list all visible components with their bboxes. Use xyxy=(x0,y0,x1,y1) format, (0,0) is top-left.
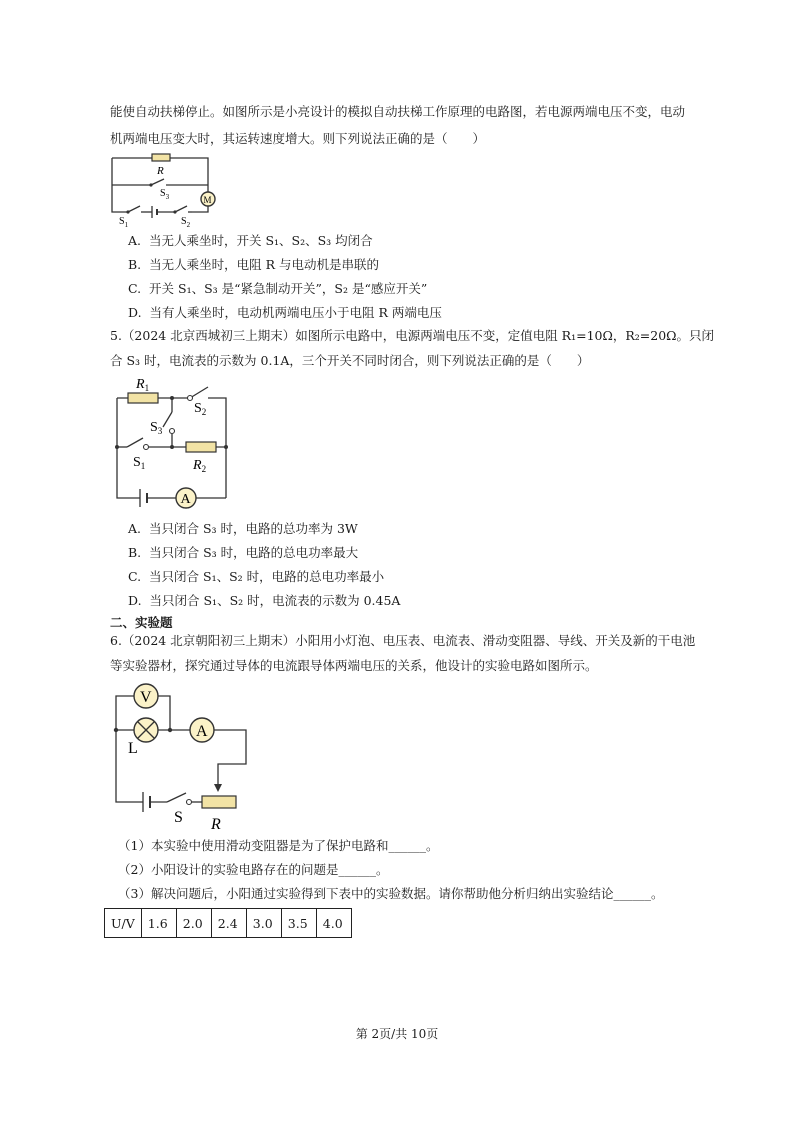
q5-ammeter-label: A xyxy=(180,492,191,507)
q4-stem-line1: 能使自动扶梯停止。如图所示是小亮设计的模拟自动扶梯工作原理的电路图，若电源两端电压不变，电动 xyxy=(110,104,686,119)
q4-option-d: D. 当有人乘坐时，电动机两端电压小于电阻 R 两端电压 xyxy=(128,305,442,320)
q6-sub-question-1: （1）本实验中使用滑动变阻器是为了保护电路和______。 xyxy=(118,838,439,853)
table-cell: 3.5 xyxy=(281,909,316,938)
table-cell: 2.0 xyxy=(176,909,211,938)
q6-sub-question-3: （3）解决问题后，小阳通过实验得到下表中的实验数据。请你帮助他分析归纳出实验结论______。 xyxy=(118,886,664,901)
q4-option-a: A. 当无人乘坐时，开关 S₁、S₂、S₃ 均闭合 xyxy=(128,233,373,248)
q4-label-s1: $S_1$ xyxy=(119,216,129,229)
q5-label-s1: $S_1$ xyxy=(133,455,146,471)
q4-label-motor: M xyxy=(203,195,212,205)
table-cell: 3.0 xyxy=(246,909,281,938)
q5-label-r2: $R_2$ xyxy=(193,458,207,474)
q6-stem-line1: 6.（2024 北京朝阳初三上期末）小阳用小灯泡、电压表、电流表、滑动变阻器、导线、开关及新的干电池 xyxy=(110,633,696,648)
q5-option-b: B. 当只闭合 S₃ 时，电路的总电功率最大 xyxy=(128,545,359,560)
q4-option-b: B. 当无人乘坐时，电阻 R 与电动机是串联的 xyxy=(128,257,379,272)
q4-label-s3: $S_3$ xyxy=(160,188,170,201)
q6-switch-label: S xyxy=(174,809,183,826)
q5-stem-line2: 合 S₃ 时，电流表的示数为 0.1A，三个开关不同时闭合，则下列说法正确的是（ ） xyxy=(110,353,590,368)
q4-option-c: C. 开关 S₁、S₃ 是“紧急制动开关”，S₂ 是“感应开关” xyxy=(128,281,428,296)
q5-stem-line1: 5.（2024 北京西城初三上期末）如图所示电路中，电源两端电压不变，定值电阻 R₁=10Ω，R₂=20Ω。只闭 xyxy=(110,328,715,343)
q5-option-d: D. 当只闭合 S₁、S₂ 时，电流表的示数为 0.45A xyxy=(128,593,401,608)
q5-option-a: A. 当只闭合 S₃ 时，电路的总功率为 3W xyxy=(128,521,358,536)
q6-rheostat xyxy=(202,796,236,808)
table-row xyxy=(105,909,352,938)
q6-voltmeter-label: V xyxy=(140,689,152,706)
section-heading: 二、实验题 xyxy=(110,615,173,630)
q5-label-r1: $R_1$ xyxy=(136,377,150,393)
q6-sub-question-2: （2）小阳设计的实验电路存在的问题是______。 xyxy=(118,862,389,877)
q5-option-c: C. 当只闭合 S₁、S₂ 时，电路的总电功率最小 xyxy=(128,569,385,584)
table-cell: 1.6 xyxy=(141,909,176,938)
q5-label-s2: $S_2$ xyxy=(194,401,207,417)
q4-label-r: R xyxy=(157,165,164,177)
q6-rheostat-label: R xyxy=(211,816,221,833)
q4-stem-line2: 机两端电压变大时，其运转速度增大。则下列说法正确的是（ ） xyxy=(110,131,486,146)
q6-lamp-label: L xyxy=(128,740,138,757)
table-header-cell: U/V xyxy=(105,909,142,938)
q5-label-s3: $S_3$ xyxy=(150,420,163,436)
q6-data-table xyxy=(104,908,352,938)
page-footer: 第 2页/共 10页 xyxy=(355,1027,439,1041)
q4-label-s2: $S_2$ xyxy=(181,216,191,229)
table-cell: 4.0 xyxy=(316,909,351,938)
table-cell: 2.4 xyxy=(211,909,246,938)
q6-ammeter-label: A xyxy=(196,723,208,740)
q6-stem-line2: 等实验器材，探究通过导体的电流跟导体两端电压的关系，他设计的实验电路如图所示。 xyxy=(110,658,598,673)
